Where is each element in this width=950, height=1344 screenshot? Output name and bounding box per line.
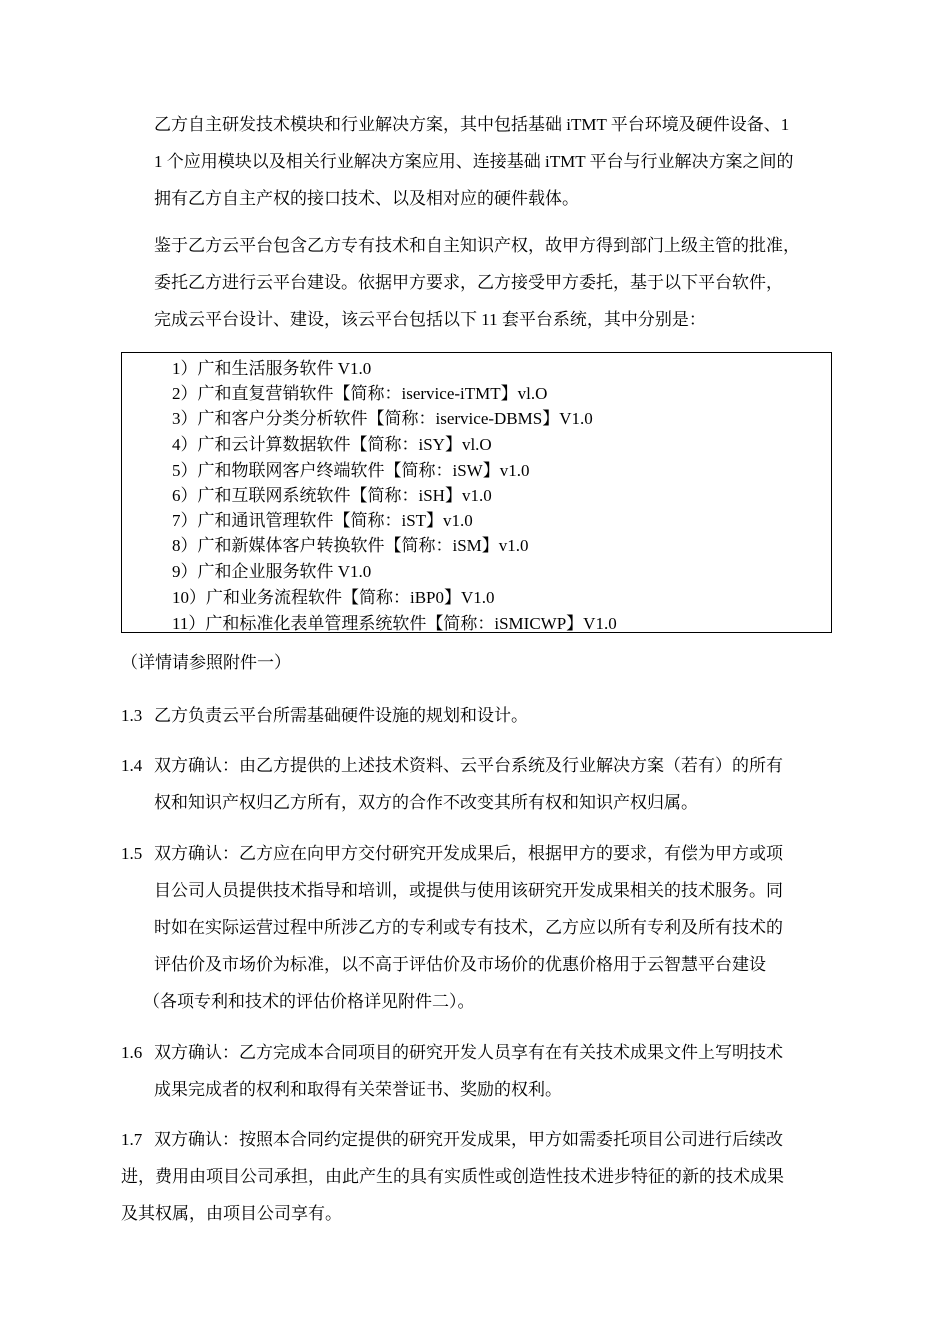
software-list-item: 2）广和直复营销软件【简称：iservice-iTMT】vl.O	[172, 384, 548, 403]
software-list-item: 8）广和新媒体客户转换软件【简称：iSM】v1.0	[172, 536, 529, 555]
commission-line: 完成云平台设计、建设，该云平台包括以下 11 套平台系统，其中分别是：	[154, 310, 706, 329]
clause-number: 1.6	[121, 1043, 143, 1062]
clause-text: 及其权属，由项目公司享有。	[121, 1204, 342, 1223]
commission-line: 委托乙方进行云平台建设。依据甲方要求，乙方接受甲方委托，基于以下平台软件，	[154, 273, 783, 292]
software-list-item: 4）广和云计算数据软件【简称：iSY】vl.O	[172, 435, 492, 454]
intro-line: 1 个应用模块以及相关行业解决方案应用、连接基础 iTMT 平台与行业解决方案之间的	[154, 152, 794, 171]
software-list-item: 11）广和标准化表单管理系统软件【简称：iSMICWP】V1.0	[172, 614, 617, 633]
clause-text: 目公司人员提供技术指导和培训，或提供与使用该研究开发成果相关的技术服务。同	[154, 881, 783, 900]
software-list-item: 9）广和企业服务软件 V1.0	[172, 562, 372, 581]
clause-text: 成果完成者的权利和取得有关荣誉证书、奖励的权利。	[154, 1080, 562, 1099]
clause-number: 1.7	[121, 1130, 143, 1149]
clause-text: 双方确认：乙方完成本合同项目的研究开发人员享有在有关技术成果文件上写明技术	[154, 1043, 783, 1062]
clause-1-4	[121, 747, 841, 821]
software-list-item: 3）广和客户分类分析软件【简称：iservice-DBMS】V1.0	[172, 409, 593, 428]
intro-line: 拥有乙方自主产权的接口技术、以及相对应的硬件载体。	[154, 189, 579, 208]
clause-text: 进，费用由项目公司承担，由此产生的具有实质性或创造性技术进步特征的新的技术成果	[121, 1167, 784, 1186]
intro-line: 乙方自主研发技术模块和行业解决方案，其中包括基础 iTMT 平台环境及硬件设备、1	[154, 115, 790, 134]
intro-paragraph	[154, 106, 854, 217]
clause-number: 1.4	[121, 756, 143, 775]
clause-text: 双方确认：按照本合同约定提供的研究开发成果，甲方如需委托项目公司进行后续改	[154, 1130, 783, 1149]
clause-text: 时如在实际运营过程中所涉乙方的专利或专有技术，乙方应以所有专利及所有技术的	[154, 918, 783, 937]
appendix-note: （详情请参照附件一）	[121, 653, 291, 672]
clause-number: 1.3	[121, 706, 143, 725]
software-list-item: 10）广和业务流程软件【简称：iBP0】V1.0	[172, 588, 495, 607]
clause-1-5	[121, 835, 841, 1020]
software-list-item: 1）广和生活服务软件 V1.0	[172, 359, 372, 378]
commission-line: 鉴于乙方云平台包含乙方专有技术和自主知识产权，故甲方得到部门上级主管的批准，	[154, 236, 800, 255]
clause-text: 权和知识产权归乙方所有，双方的合作不改变其所有权和知识产权归属。	[154, 793, 698, 812]
clause-number: 1.5	[121, 844, 143, 863]
clause-1-3	[121, 697, 841, 734]
clause-1-7	[121, 1121, 841, 1232]
clause-text: 评估价及市场价为标准，以不高于评估价及市场价的优惠价格用于云智慧平台建设	[154, 955, 766, 974]
clause-text: （各项专利和技术的评估价格详见附件二）。	[143, 992, 475, 1011]
clause-text: 乙方负责云平台所需基础硬件设施的规划和设计。	[154, 706, 528, 725]
commission-paragraph	[154, 227, 854, 338]
software-list-item: 6）广和互联网系统软件【简称：iSH】v1.0	[172, 486, 492, 505]
software-list-item: 7）广和通讯管理软件【简称：iST】v1.0	[172, 511, 473, 530]
clause-1-6	[121, 1034, 841, 1108]
clause-text: 双方确认：由乙方提供的上述技术资料、云平台系统及行业解决方案（若有）的所有	[154, 756, 783, 775]
software-list-box	[121, 352, 832, 633]
clause-text: 双方确认：乙方应在向甲方交付研究开发成果后，根据甲方的要求，有偿为甲方或项	[154, 844, 783, 863]
software-list-item: 5）广和物联网客户终端软件【简称：iSW】v1.0	[172, 461, 530, 480]
